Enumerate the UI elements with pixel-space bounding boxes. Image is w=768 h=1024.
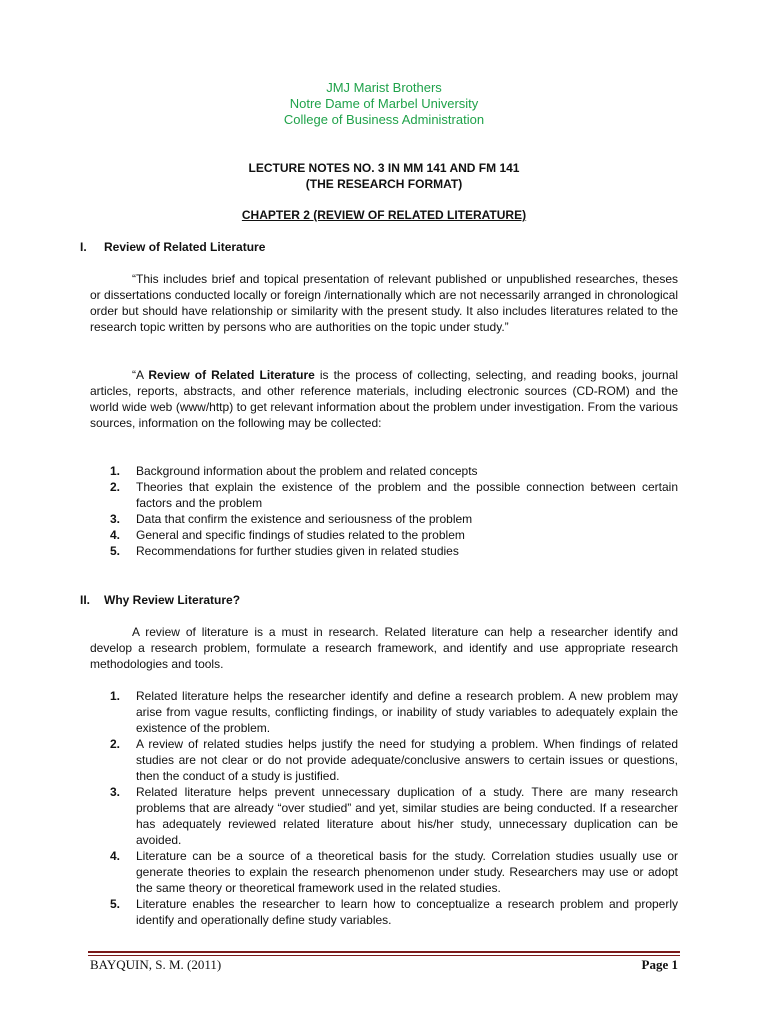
section-2-number: II. <box>80 593 91 607</box>
section-1-heading <box>80 239 265 255</box>
list-text: Data that confirm the existence and seriousness of the problem <box>136 512 473 526</box>
list-text: Literature can be a source of a theoretical basis for the study. Correlation studies usually use or generate theories to explain the research phenomenon under study. Researchers may use or adopt the same theory or theoretical framework used in the related studies. <box>136 849 678 895</box>
section-1-para-2-prefix: “A <box>132 368 149 382</box>
list-text: Related literature helps prevent unnecessary duplication of a study. There are many research problems that are already “over studied” and yet, similar studies are being conducted. If a researcher has adequately reviewed related literature about his/her study, unnecessary duplication can be avoided. <box>136 785 678 847</box>
list-number: 4. <box>110 849 121 863</box>
list-number: 1. <box>110 464 121 478</box>
section-1-para-1-text: “This includes brief and topical presentation of relevant published or unpublished researches, theses or dissertations conducted locally or foreign /internationally which are not necessarily arranged in chronological order but should have relationship or similarity with the present study. It also includes literatures related to the research topic written by persons who are authorities on the topic under study.” <box>90 272 678 334</box>
list-number: 5. <box>110 897 121 911</box>
list-text: Theories that explain the existence of the problem and the possible connection between certain factors and the problem <box>136 480 678 510</box>
title-line-2: (THE RESEARCH FORMAT) <box>305 177 463 191</box>
list-item <box>110 527 678 543</box>
list-number: 2. <box>110 737 121 751</box>
list-item <box>110 736 678 784</box>
list-text: Background information about the problem and related concepts <box>136 464 478 478</box>
list-text: Related literature helps the researcher identify and define a research problem. A new problem may arise from vague results, conflicting findings, or inability of study variables to adequately explain the existence of the problem. <box>136 689 678 735</box>
list-text: A review of related studies helps justify the need for studying a problem. When findings of related studies are not clear or do not provide adequate/conclusive answers to certain issues or questions, then the conduct of a study is justified. <box>136 737 678 783</box>
section-1-number: I. <box>80 240 87 254</box>
page-number: 1 <box>671 957 678 972</box>
page-label: Page <box>641 957 669 972</box>
title-line-1: LECTURE NOTES NO. 3 IN MM 141 AND FM 141 <box>248 161 520 175</box>
section-2-list <box>110 688 678 928</box>
footer-page-number <box>642 957 678 973</box>
section-1-paragraph-1 <box>90 271 678 335</box>
header-line-1: JMJ Marist Brothers <box>326 80 442 95</box>
footer-divider <box>88 951 680 956</box>
list-item <box>110 479 678 511</box>
list-item <box>110 848 678 896</box>
section-2-title: Why Review Literature? <box>104 593 241 607</box>
chapter-heading <box>0 207 768 223</box>
list-item <box>110 784 678 848</box>
section-1-list <box>110 463 678 559</box>
list-text: Literature enables the researcher to learn how to conceptualize a research problem and properly identify and operationally define study variables. <box>136 897 678 927</box>
list-item <box>110 688 678 736</box>
list-number: 4. <box>110 528 121 542</box>
list-item <box>110 543 678 559</box>
section-2-paragraph-1 <box>90 624 678 672</box>
header-line-3: College of Business Administration <box>283 112 485 127</box>
list-number: 2. <box>110 480 121 494</box>
list-number: 3. <box>110 512 121 526</box>
list-text: General and specific findings of studies related to the problem <box>136 528 465 542</box>
section-1-para-2-rest: is the process of collecting, selecting, and reading books, journal articles, reports, abstracts, and other reference materials, including electronic sources (CD-ROM) and the world wide web (www/http) to get relevant information about the problem under investigation. From the various sources, information on the following may be collected: <box>90 368 678 430</box>
section-2-heading <box>80 592 240 608</box>
section-2-para-1-text: A review of literature is a must in research. Related literature can help a researcher identify and develop a research problem, formulate a research framework, and identify and use appropriate research methodologies and tools. <box>90 625 678 671</box>
header-line-2: Notre Dame of Marbel University <box>289 96 479 111</box>
list-item <box>110 896 678 928</box>
footer-author: BAYQUIN, S. M. (2011) <box>90 957 222 972</box>
list-number: 3. <box>110 785 121 799</box>
list-text: Recommendations for further studies given in related studies <box>136 544 459 558</box>
chapter-title: CHAPTER 2 (REVIEW OF RELATED LITERATURE) <box>241 208 527 222</box>
list-number: 1. <box>110 689 121 703</box>
institution-header <box>0 80 768 128</box>
list-number: 5. <box>110 544 121 558</box>
list-item <box>110 511 678 527</box>
section-1-para-2-bold: Review of Related Literature <box>148 368 315 382</box>
section-1-title: Review of Related Literature <box>104 240 266 254</box>
list-item <box>110 463 678 479</box>
document-title <box>0 160 768 192</box>
section-1-paragraph-2 <box>90 367 678 431</box>
